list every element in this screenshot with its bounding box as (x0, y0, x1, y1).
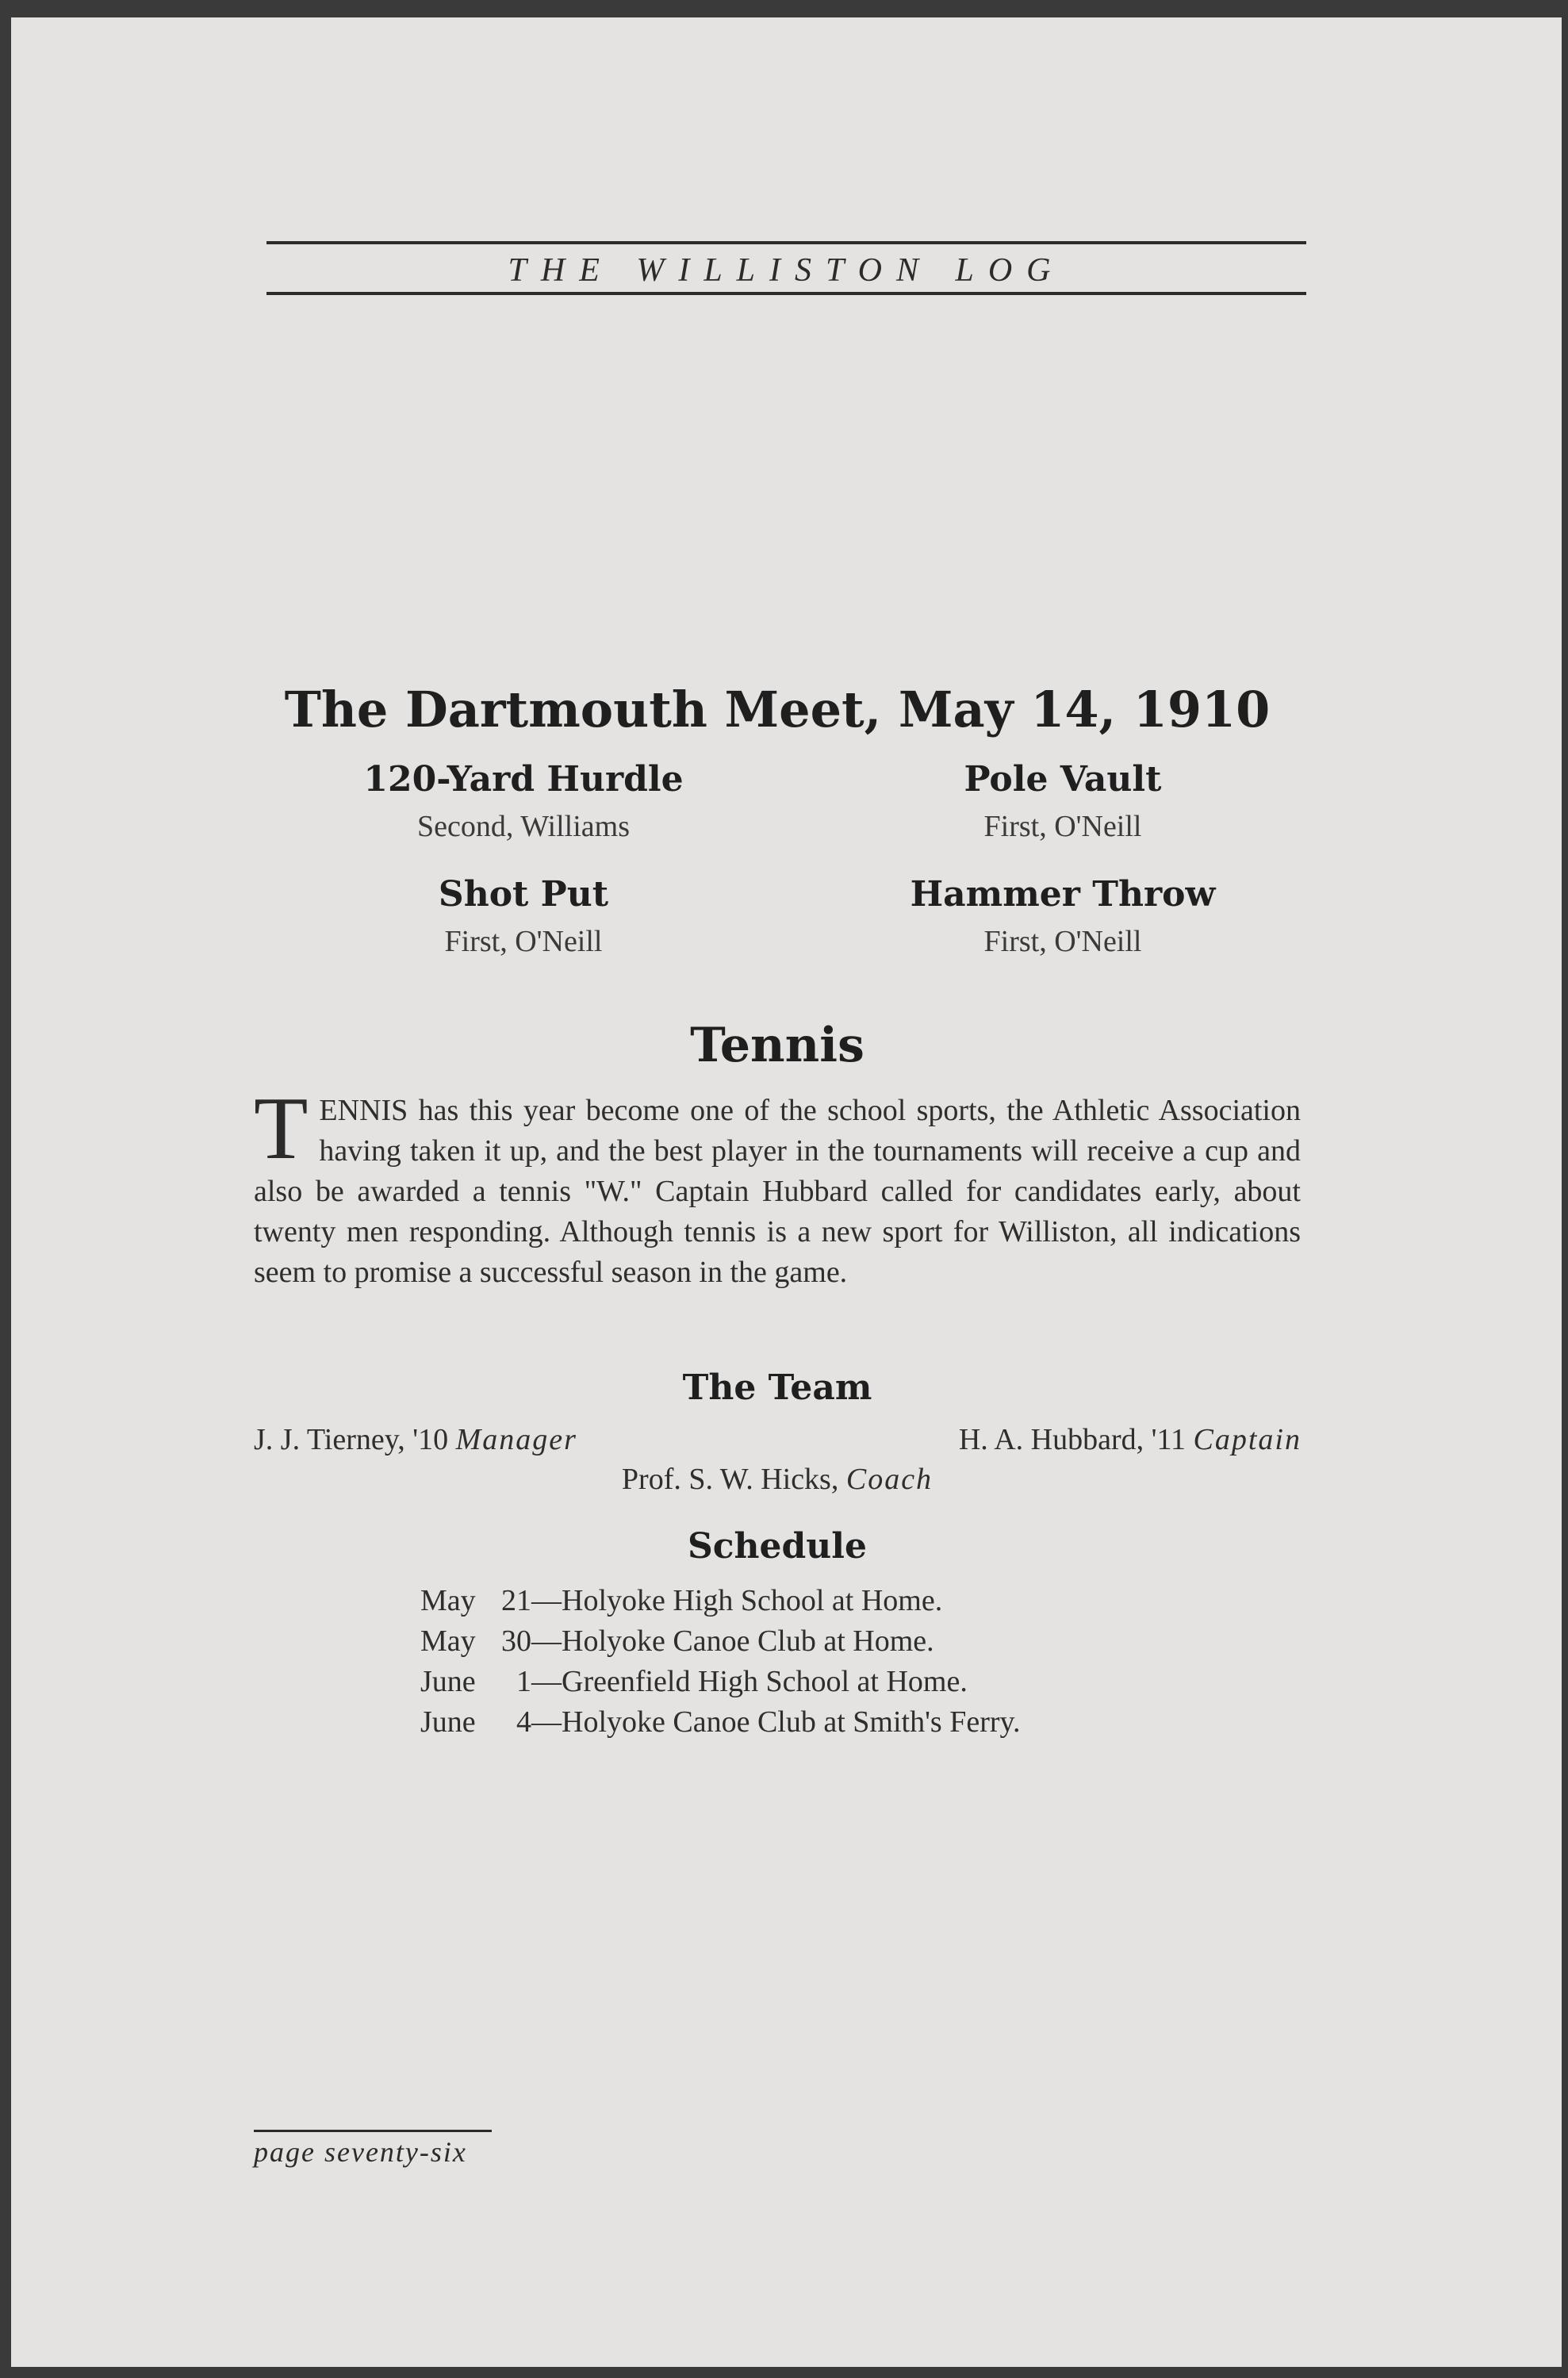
event-result: Second, Williams (417, 810, 630, 843)
meet-title: The Dartmouth Meet, May 14, 1910 (284, 681, 1271, 738)
captain-role: Captain (1193, 1423, 1302, 1456)
tennis-heading: Tennis (690, 1018, 865, 1073)
manager-role: Manager (455, 1423, 577, 1456)
paragraph-text: ENNIS has this year become one of the school sports, the Athletic Association having taken it up, and the best player in the tournaments will receive a cup and also be awarded a tennis "W." Captain Hubbard called for candidates early, about twenty men responding. Although tennis is a new sport for Williston, all indications seem to promise a successful season in the game. (254, 1094, 1301, 1289)
running-head: THE WILLISTON LOG (508, 252, 1065, 289)
footer-rule (254, 2130, 492, 2132)
event-name: Shot Put (438, 874, 609, 915)
coach-name: Prof. S. W. Hicks, (621, 1463, 839, 1496)
page-number: page seventy-six (254, 2136, 467, 2168)
event-result: First, O'Neill (983, 925, 1142, 958)
event-name: 120-Yard Hurdle (363, 759, 684, 800)
team-heading: The Team (682, 1367, 872, 1408)
drop-cap: T (254, 1080, 309, 1178)
manager-name: J. J. Tierney, '10 (254, 1423, 449, 1456)
schedule-item (420, 1662, 1021, 1702)
event-hammer-throw (872, 873, 1253, 961)
schedule-desc: —Holyoke Canoe Club at Home. (531, 1624, 934, 1658)
team-manager (254, 1420, 577, 1459)
event-pole-vault (872, 758, 1253, 846)
schedule-day: 21 (501, 1584, 531, 1617)
schedule-item (420, 1621, 1021, 1662)
schedule-item (420, 1702, 1021, 1743)
schedule-heading: Schedule (687, 1526, 867, 1567)
tennis-paragraph (254, 1080, 1301, 1293)
schedule-day: 1 (516, 1665, 531, 1698)
event-result: First, O'Neill (444, 925, 603, 958)
coach-role: Coach (845, 1463, 934, 1496)
captain-name: H. A. Hubbard, '11 (958, 1423, 1187, 1456)
schedule-desc: —Holyoke Canoe Club at Smith's Ferry. (531, 1705, 1021, 1739)
header-rule-bottom (266, 292, 1306, 295)
event-result: First, O'Neill (983, 810, 1142, 843)
event-name: Hammer Throw (910, 874, 1216, 915)
schedule-day: 30 (501, 1624, 531, 1658)
schedule-list (420, 1581, 1021, 1743)
event-name: Pole Vault (964, 759, 1162, 800)
header-rule-top (266, 241, 1306, 244)
schedule-day: 4 (516, 1705, 531, 1739)
schedule-month: May (420, 1584, 476, 1617)
event-hurdle (333, 758, 714, 846)
schedule-month: May (420, 1624, 476, 1658)
schedule-desc: —Greenfield High School at Home. (531, 1665, 968, 1698)
event-shot-put (333, 873, 714, 961)
schedule-desc: —Holyoke High School at Home. (531, 1584, 943, 1617)
schedule-item (420, 1581, 1021, 1621)
team-coach (254, 1459, 1301, 1499)
schedule-month: June (420, 1665, 476, 1698)
team-captain (959, 1420, 1302, 1459)
schedule-month: June (420, 1705, 476, 1739)
